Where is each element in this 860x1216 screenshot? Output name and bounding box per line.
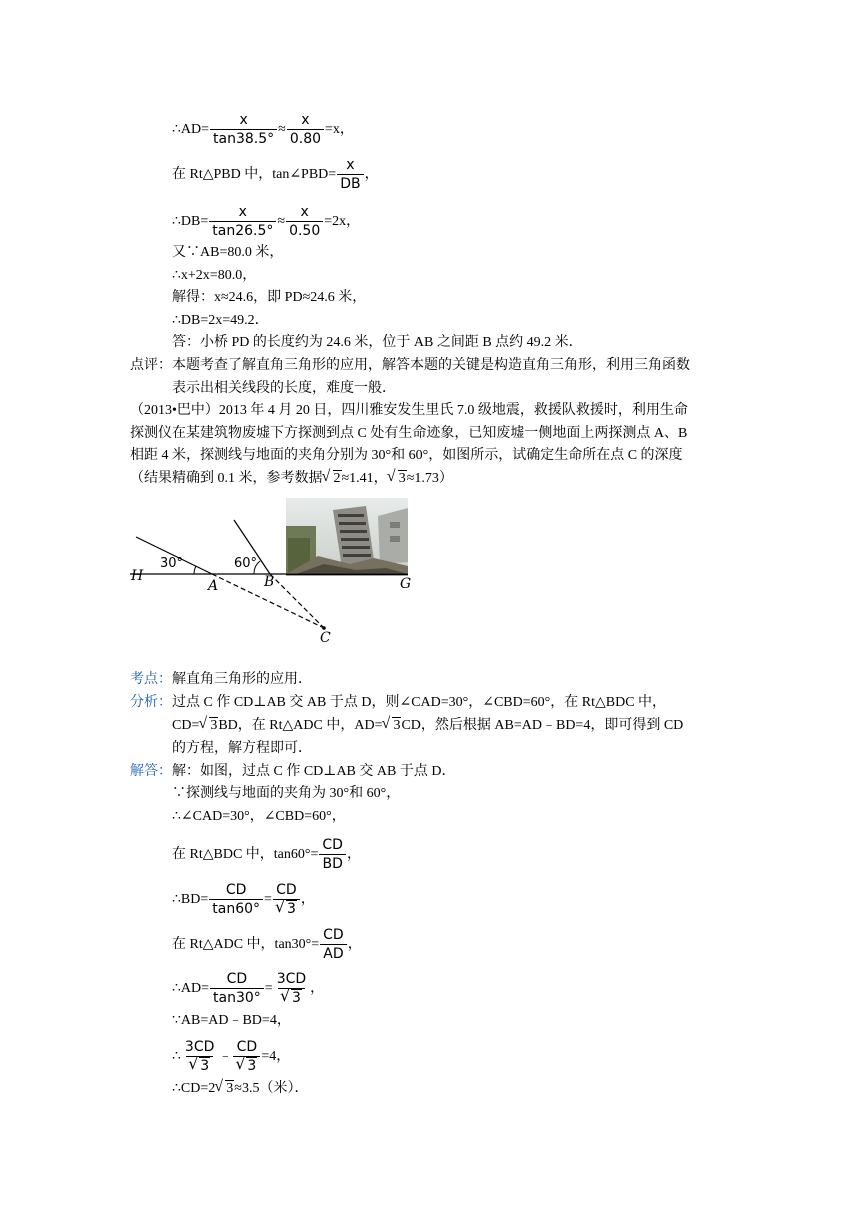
sqrt-symbol: √ 3	[281, 989, 302, 1007]
cd-result-line: ∴CD=2√ 3≈3.5（米）．	[172, 1079, 308, 1099]
sqrt-symbol: √ 3	[199, 716, 218, 736]
jieda-line: ∵AB=AD﹣BD=4，	[172, 1013, 291, 1028]
text-line: 又∵AB=80.0 米，	[172, 245, 284, 260]
geometry-figure	[128, 498, 428, 648]
fenxi-tag: 分析：	[130, 695, 172, 710]
problem-line: 相距 4 米，探测线与地面的夹角分别为 30°和 60°，如图所示，试确定生命所在点 C 的深度	[130, 448, 683, 463]
fraction: CD √ 3	[233, 1039, 260, 1075]
eq-bd-line: ∴BD= $\frac{CD}{\tan 60^\circ}$ = CD √ 3 ，	[172, 882, 315, 918]
comment-line: 表示出相关线段的长度，难度一般．	[172, 381, 396, 396]
fenxi-line: CD=√ 3BD，在 Rt△ADC 中，AD=√ 3CD，然后根据 AB=AD﹣BD=4，即可得到 CD	[172, 716, 683, 736]
fenxi-line: 分析：过点 C 作 CD⊥AB 交 AB 于点 D，则∠CAD=30°，∠CBD=60°，在 Rt△BDC 中，	[130, 695, 667, 710]
sqrt-symbol: √ 3	[382, 716, 401, 736]
label-a: A	[208, 578, 219, 594]
text-line: ∴DB=2x=49.2．	[172, 313, 269, 328]
label-b: B	[264, 574, 275, 590]
fraction: $\frac{x}{\tan 38.5^\circ}$	[210, 112, 277, 148]
jieda-line: ∴∠CAD=30°，∠CBD=60°，	[172, 809, 346, 824]
eq-db-line: ∴DB= $\frac{x}{\tan 26.5^\circ}$ ≈ $\frac{x}{0.50}$ =2x，	[172, 204, 361, 239]
fraction: $\frac{x}{0.50}$	[286, 204, 323, 240]
fraction: $\frac{CD}{BD}$	[319, 837, 346, 873]
jieda-line: 解答：解：如图，过点 C 作 CD⊥AB 交 AB 于点 D．	[130, 764, 456, 779]
sqrt-symbol: √ 3	[388, 469, 407, 489]
fraction: $\frac{CD}{AD}$	[320, 927, 347, 963]
sqrt-symbol: √ 3	[215, 1079, 234, 1099]
problem-line: （结果精确到 0.1 米，参考数据√ 2≈1.41，√ 3≈1.73）	[130, 469, 453, 489]
jieda-tag: 解答：	[130, 764, 172, 779]
kaodian-line: 考点：解直角三角形的应用．	[130, 672, 312, 687]
comment-line: 点评：本题考查了解直角三角形的应用，解答本题的关键是构造直角三角形，利用三角函数	[130, 358, 690, 373]
eq-ad-line-2: ∴AD= $\frac{CD}{\tan 30^\circ}$ = 3CD √ 3 ，	[172, 971, 324, 1007]
angle-60-label: 60°	[234, 556, 258, 571]
sqrt-symbol: √ 3	[189, 1057, 210, 1075]
answer-line: 答：小桥 PD 的长度约为 24.6 米，位于 AB 之间距 B 点约 49.2 米．	[172, 335, 583, 350]
fraction: $\frac{x}{\tan 26.5^\circ}$	[209, 204, 276, 240]
sqrt-symbol: √ 3	[236, 1057, 257, 1075]
eq-tan60-line: 在 Rt△BDC 中，tan60°= $\frac{CD}{BD}$ ，	[172, 837, 361, 872]
text-line: ∴x+2x=80.0，	[172, 268, 257, 283]
label-c: C	[320, 630, 331, 646]
jieda-line: ∵探测线与地面的夹角为 30°和 60°，	[172, 786, 401, 801]
fraction: $\frac{CD}{\tan 60^\circ}$	[209, 882, 263, 918]
sqrt-symbol: √ 3	[276, 900, 297, 918]
fraction: 3CD √ 3	[182, 1039, 217, 1075]
fenxi-line: 的方程，解方程即可．	[172, 741, 312, 756]
angle-30-label: 30°	[160, 556, 184, 571]
fraction: $\frac{CD}{\tan 30^\circ}$	[210, 971, 264, 1007]
fraction: CD √ 3	[273, 882, 300, 918]
eq-cd-equation: ∴ 3CD √ 3 ﹣ CD √ 3 =4，	[172, 1039, 290, 1075]
eq-tan-pbd-line: 在 Rt△PBD 中，tan∠PBD= $\frac{x}{DB}$ ，	[172, 157, 379, 192]
sqrt-symbol: √ 2	[323, 469, 342, 489]
eq-tan30-line: 在 Rt△ADC 中，tan30°= $\frac{CD}{AD}$ ，	[172, 927, 362, 962]
text-line: 解得：x≈24.6，即 PD≈24.6 米，	[172, 290, 367, 305]
fraction: $\frac{x}{0.80}$	[287, 112, 324, 148]
problem-line: 探测仪在某建筑物废墟下方探测到点 C 处有生命迹象，已知废墟一侧地面上两探测点 A、B	[130, 426, 688, 441]
eq-ad-line: ∴AD= $\frac{x}{\tan 38.5^\circ}$ ≈ $\frac{x}{0.80}$ =x，	[172, 112, 354, 147]
kaodian-tag: 考点：	[130, 672, 172, 687]
fraction: 3CD √ 3	[274, 971, 309, 1007]
problem-line: （2013•巴中）2013 年 4 月 20 日，四川雅安发生里氏 7.0 级地震，救援队救援时，利用生命	[130, 403, 688, 418]
label-g: G	[400, 576, 412, 592]
fraction: $\frac{x}{DB}$	[337, 157, 363, 193]
label-h: H	[131, 568, 144, 584]
earthquake-photo	[286, 498, 408, 574]
